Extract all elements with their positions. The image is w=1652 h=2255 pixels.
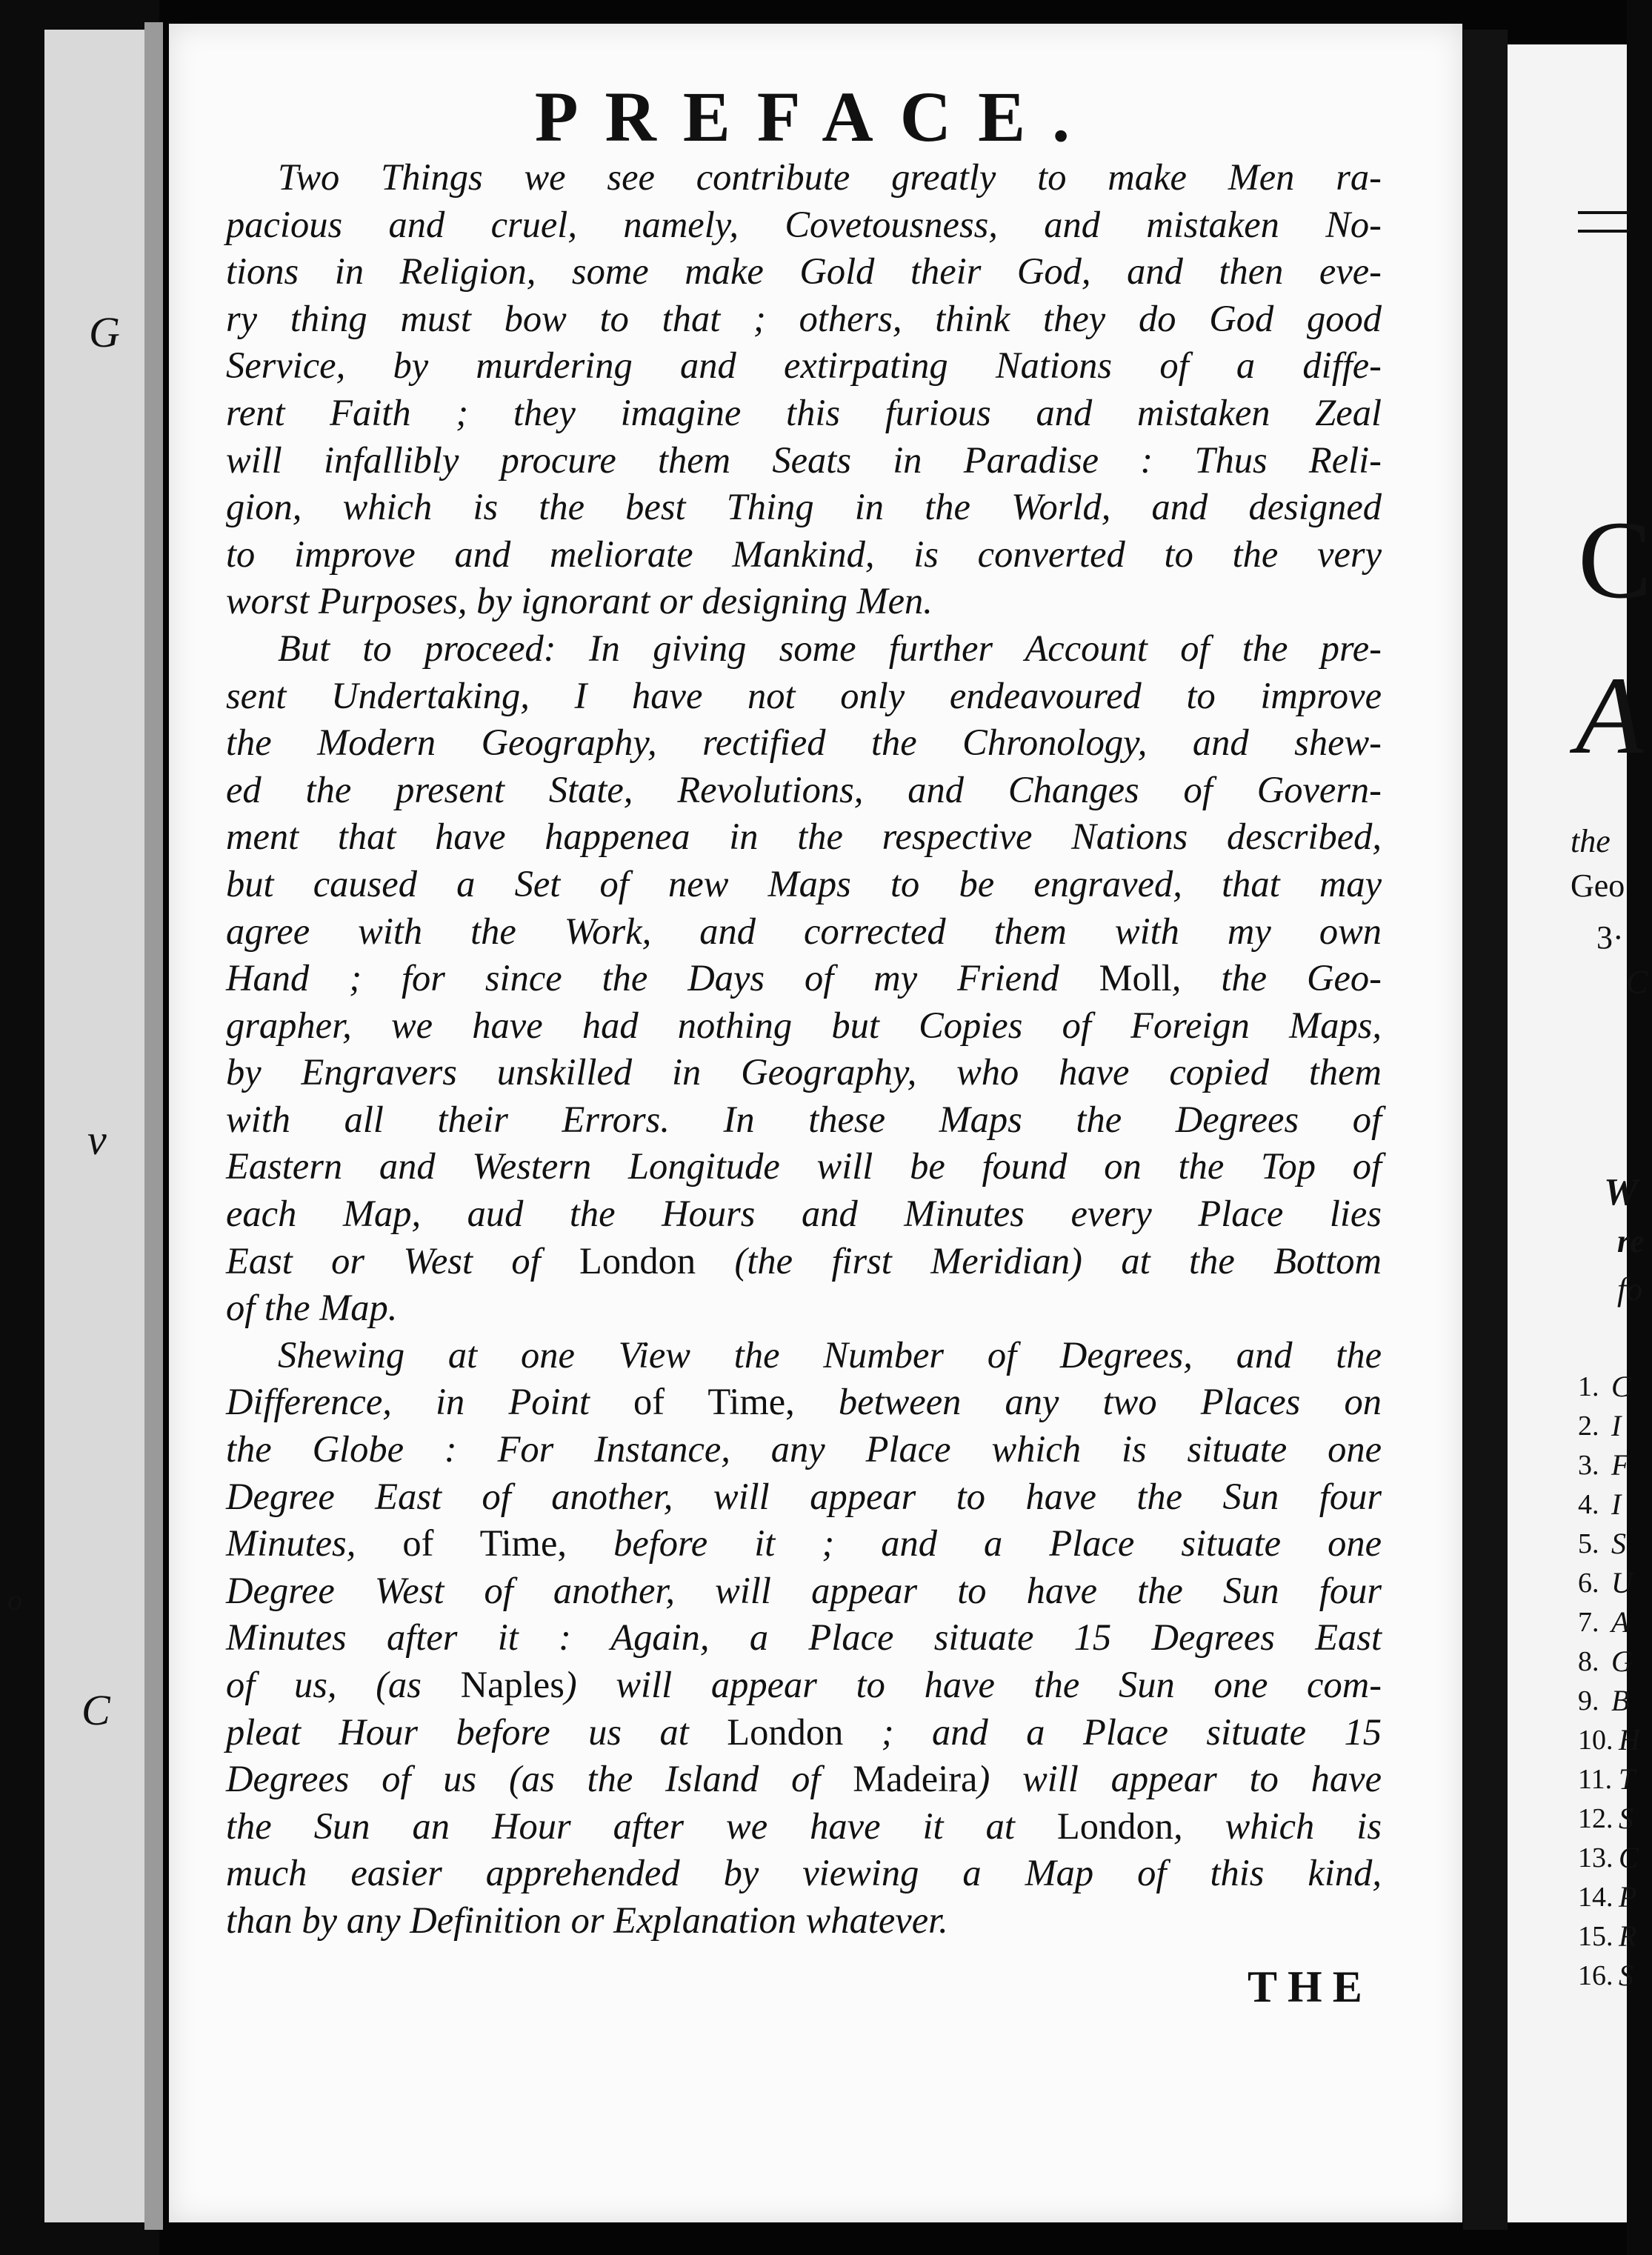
facing-list-number: 8. [1578,1646,1599,1677]
facing-list-initial: C [1619,1841,1639,1874]
facing-list-number: 7. [1578,1607,1599,1638]
facing-line: 3· [1596,919,1624,956]
text-line: of us, (as Naples) will appear to have the Sun one com- [226,1664,1382,1705]
text-line: worst Purposes, by ignorant or designing Men. [226,580,933,622]
facing-line: re [1617,1223,1645,1259]
facing-list-number: 3. [1578,1450,1599,1481]
margin-fragment: G [89,308,120,356]
facing-line: W [1604,1171,1639,1213]
catchword: THE [1248,1962,1373,2011]
facing-list-initial: P [1619,1880,1637,1913]
text-line: Minutes after it : Again, a Place situate 15 Degrees East [226,1616,1382,1659]
facing-list-initial: F [1611,1448,1630,1482]
facing-list-initial: A [1611,1605,1630,1639]
text-line: the Sun an Hour after we have it at London, which is [226,1805,1382,1847]
text-line: tions in Religion, some make Gold their God, and then eve- [226,250,1382,293]
facing-list-initial: S [1619,1959,1633,1992]
facing-list-number: 5. [1578,1528,1599,1559]
text-line: Two Things we see contribute greatly to make Men ra- [278,156,1382,198]
text-line: But to proceed: In giving some further Account of the pre- [278,627,1382,669]
text-line: of the Map. [226,1287,398,1329]
facing-list-number: 6. [1578,1568,1599,1599]
text-line: Shewing at one View the Number of Degrees, and the [278,1333,1382,1376]
text-line: Minutes, of Time, before it ; and a Place situate one [226,1522,1382,1565]
text-line: each Map, aud the Hours and Minutes every Place lies [226,1193,1382,1235]
text-line: with all their Errors. In these Maps the Degrees of [226,1098,1382,1140]
facing-rule [1578,230,1630,233]
facing-list-initial: C [1611,1370,1631,1403]
facing-list-initial: G [1611,1645,1633,1678]
facing-list-initial: B [1611,1684,1630,1717]
text-line: will infallibly procure them Seats in Paradise : Thus Reli- [226,439,1382,481]
facing-heading-letter: A [1576,654,1644,777]
facing-list-initial: S [1611,1527,1626,1560]
facing-list-initial: R [1619,1919,1637,1953]
text-line: Difference, in Point of Time, between any two Places on [226,1381,1382,1423]
page-gutter [1463,30,1508,2230]
facing-list-number: 9. [1578,1685,1599,1716]
text-line: grapher, we have had nothing but Copies of Foreign Maps, [226,1004,1382,1046]
text-line: much easier apprehended by viewing a Map of this kind, [226,1852,1382,1894]
facing-list-initial: I [1611,1409,1622,1442]
text-line: ed the present State, Revolutions, and Changes of Govern- [226,768,1382,810]
facing-list-initial: S [1619,1802,1633,1835]
text-line: ment that have happenea in the respective Nations described, [226,816,1382,858]
facing-list-initial: I [1611,1488,1622,1521]
margin-fragment: C [81,1686,110,1734]
text-line: rent Faith ; they imagine this furious and mistaken Zeal [226,391,1382,433]
facing-list-number: 2. [1578,1410,1599,1442]
facing-list-number: 11. [1578,1764,1613,1795]
running-head: PREFACE. [534,77,1097,156]
text-line: the Globe : For Instance, any Place which is situate one [226,1428,1382,1470]
facing-list-number: 12. [1578,1803,1613,1834]
text-line: the Modern Geography, rectified the Chronology, and shew- [226,722,1382,764]
text-line: East or West of London (the first Meridian) at the Bottom [226,1239,1382,1282]
text-line: Degrees of us (as the Island of Madeira) will appear to have [226,1758,1382,1800]
facing-list-number: 4. [1578,1489,1599,1520]
facing-page [1508,44,1652,2222]
text-line: to improve and meliorate Mankind, is converted to the very [226,533,1382,575]
facing-list-number: 16. [1578,1960,1613,1991]
facing-list-initial: H [1619,1723,1640,1756]
facing-rule [1578,211,1630,214]
text-line: Degree East of another, will appear to have the Sun four [226,1475,1382,1517]
text-line: pacious and cruel, namely, Covetousness, and mistaken No- [226,203,1382,245]
facing-line: Geo [1571,867,1625,904]
facing-list-number: 10. [1578,1725,1613,1756]
text-line: pleat Hour before us at London ; and a Place situate 15 [226,1711,1382,1753]
preface-text [226,154,1382,1945]
text-line: Service, by murdering and extirpating Nations of a diffe- [226,344,1382,387]
text-line: Degree West of another, will appear to have the Sun four [226,1569,1382,1611]
text-line: agree with the Work, and corrected them with my own [226,910,1382,952]
facing-line: C [1626,964,1648,1000]
text-line: sent Undertaking, I have not only endeavoured to improve [226,674,1382,716]
margin-fragment: v [87,1116,107,1164]
binding-shadow [144,22,163,2230]
text-line: but caused a Set of new Maps to be engraved, that may [226,862,1382,905]
facing-heading-letter: C [1578,499,1652,622]
facing-list-initial: U [1611,1566,1633,1599]
text-line: gion, which is the best Thing in the World, and designed [226,486,1382,528]
facing-list-number: 14. [1578,1882,1613,1913]
facing-list-initial: T [1619,1762,1636,1796]
margin-fragment: o [7,1583,22,1616]
facing-list-number: 15. [1578,1921,1613,1952]
facing-list-number: 13. [1578,1842,1613,1873]
text-line: than by any Definition or Explanation whatever. [226,1899,948,1941]
text-line: Hand ; for since the Days of my Friend Moll, the Geo- [226,957,1382,999]
facing-line: fo [1617,1271,1643,1308]
text-line: ry thing must bow to that ; others, think they do God good [226,297,1382,339]
text-line: by Engravers unskilled in Geography, who have copied them [226,1051,1382,1093]
book-binding [0,0,159,2255]
facing-line: the [1571,823,1611,859]
text-line: Eastern and Western Longitude will be found on the Top of [226,1145,1382,1188]
facing-list-number: 1. [1578,1371,1599,1402]
